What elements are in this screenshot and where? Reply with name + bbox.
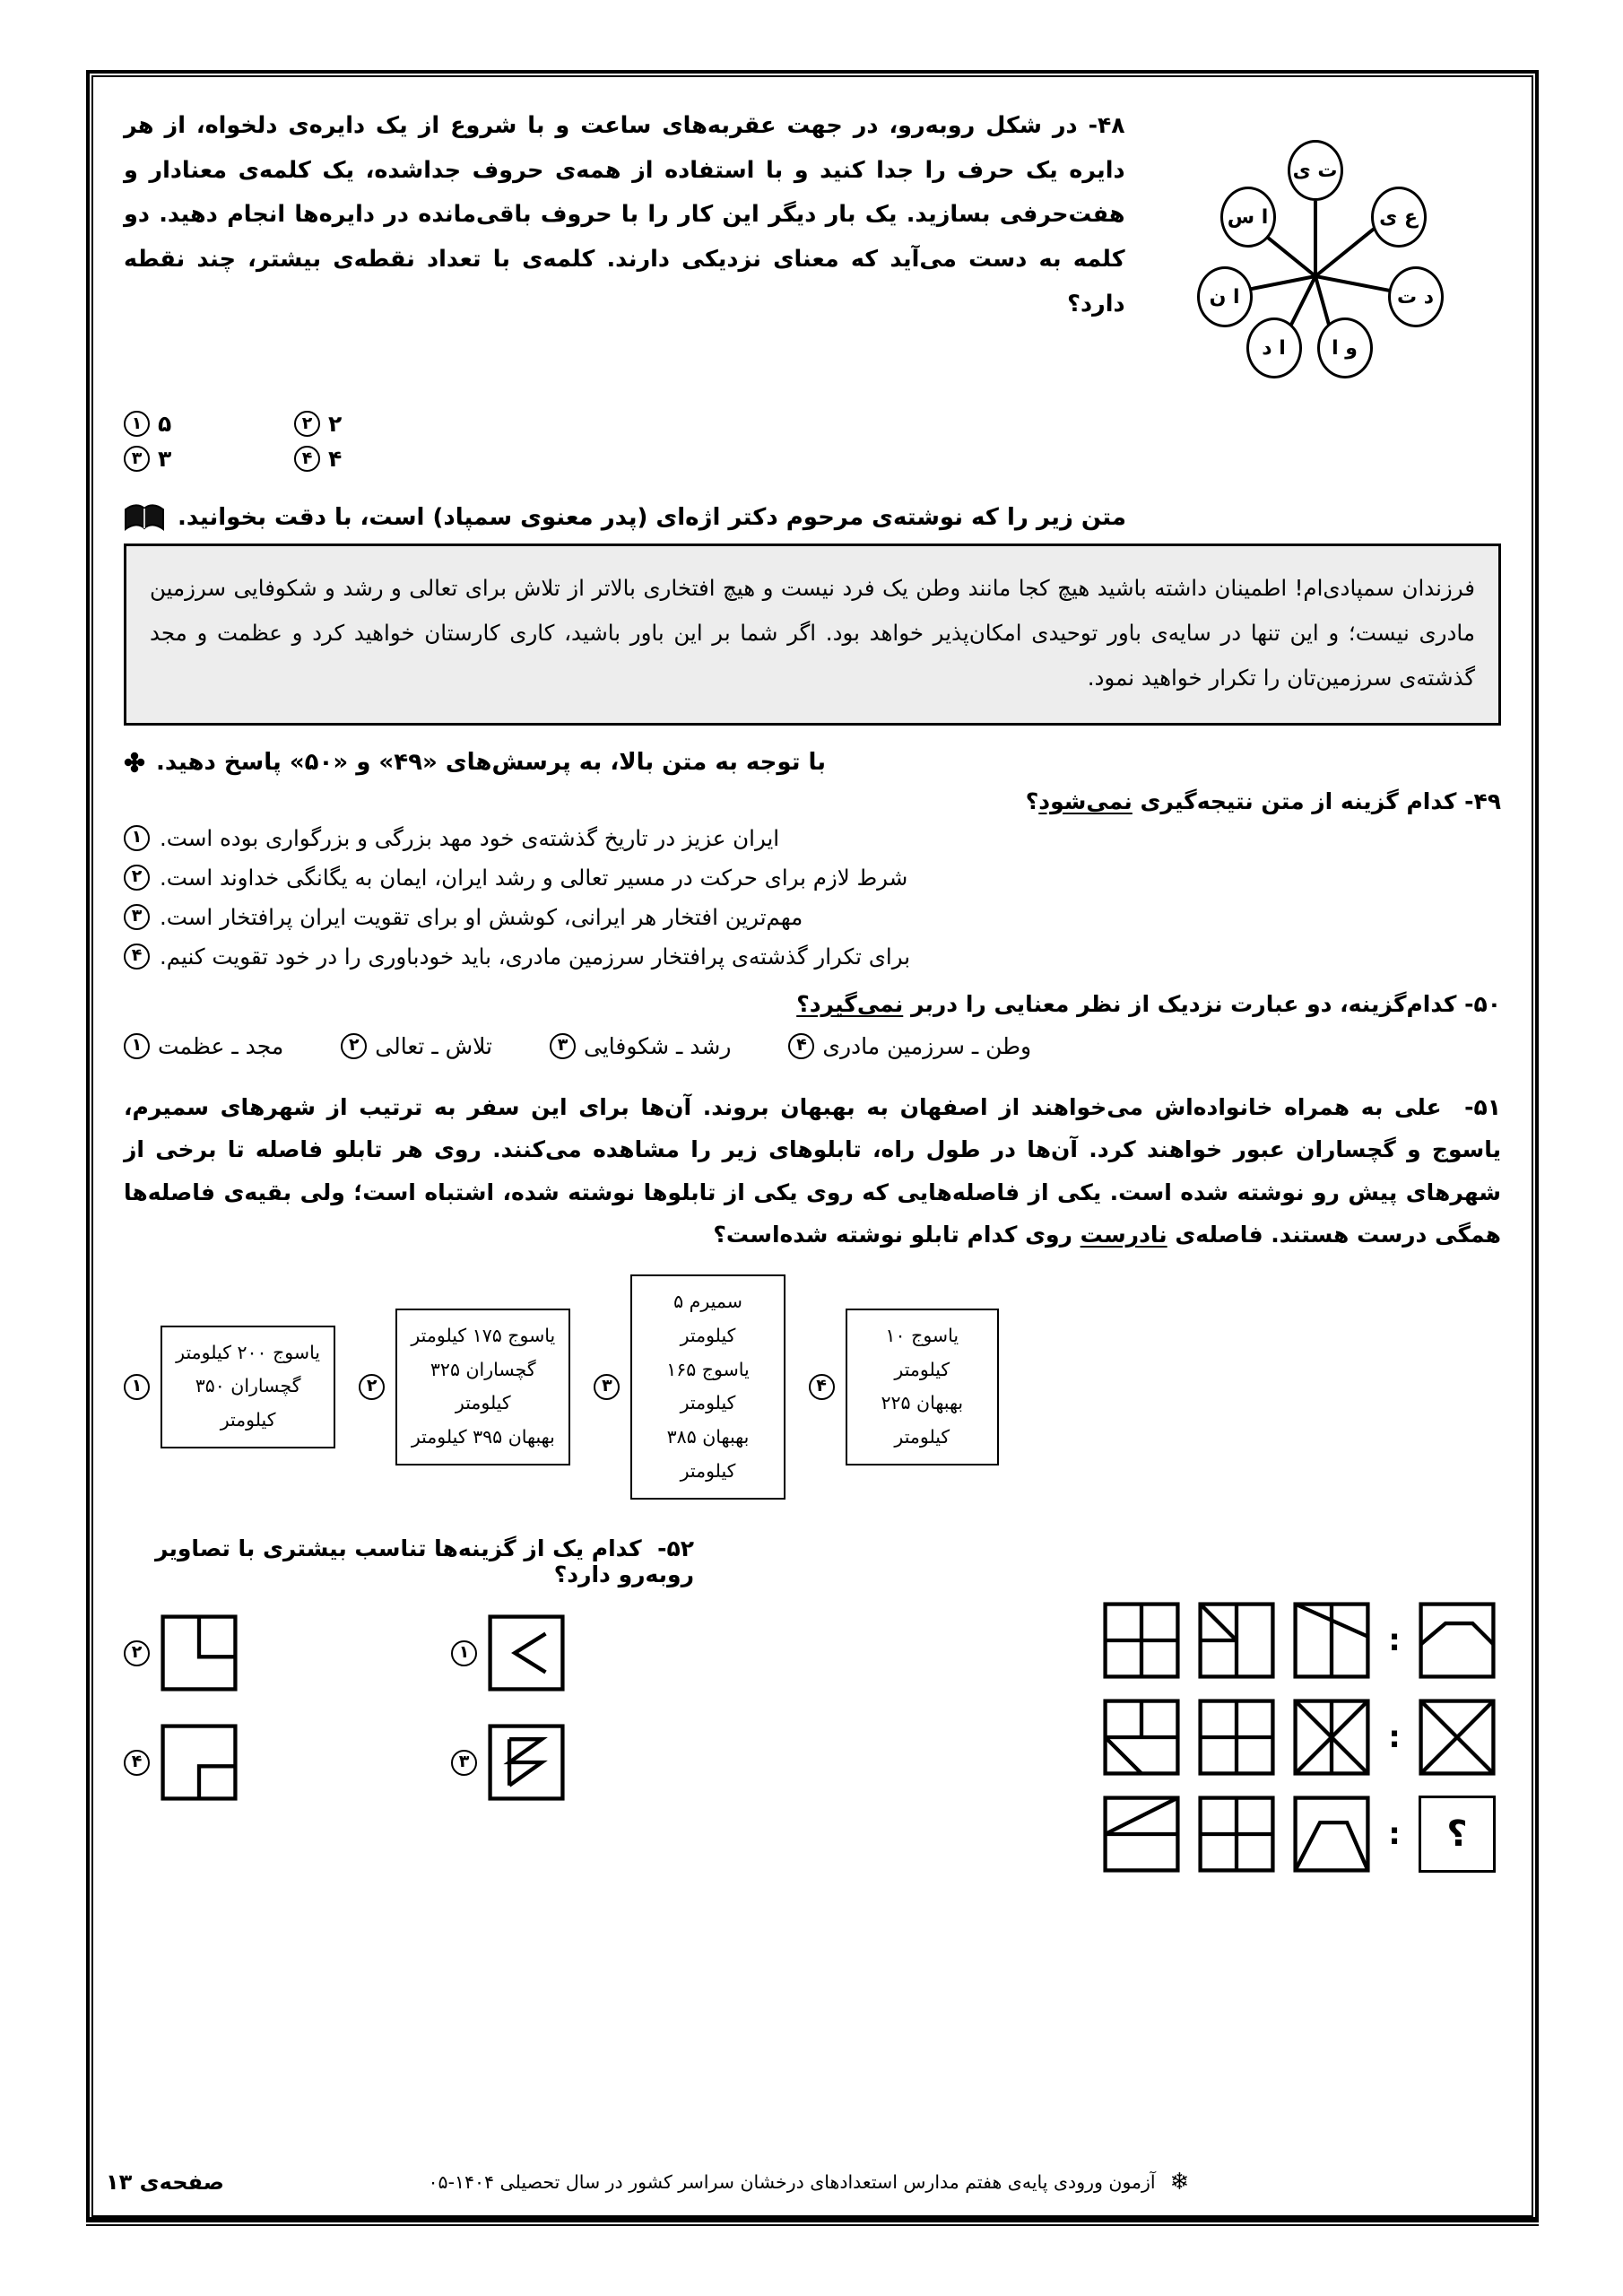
question-49-number: ۴۹-	[1464, 787, 1501, 814]
option-label: مجد ـ عظمت	[158, 1032, 284, 1059]
question-48-body: در شکل روبه‌رو، در جهت عقربه‌های ساعت و با شروع از یک دایره‌ی دلخواه، از هر دایره یک حرف را جدا کنید و با استفاده از همه‌ی حروف جداشده، یک کلمه‌ی معنادار و هفت‌حرفی بسازید. یک بار دیگر این کار را با حروف باقی‌مانده در دایره‌ها انجام دهید. دو کلمه به دست می‌آید که معنای نزدیکی دارند. کلمه‌ی با تعداد نقطه‌ی بیشتر، چند نقطه دارد؟	[124, 112, 1125, 317]
shape-option-2[interactable]	[124, 1614, 424, 1692]
option-label: رشد ـ شکوفایی	[584, 1032, 732, 1059]
question-52-number: ۵۲-	[657, 1535, 694, 1562]
question-48-options-row-2	[124, 446, 464, 472]
option-label: ۴	[328, 446, 343, 472]
question-49-text-before: کدام گزینه از متن نتیجه‌گیری	[1132, 787, 1457, 814]
option-number: ۳	[124, 446, 150, 472]
matrix-cell-1-1	[1103, 1602, 1180, 1679]
option-label: وطن ـ سرزمین مادری	[822, 1032, 1032, 1059]
footer-note-wrap	[429, 2169, 1190, 2196]
option-49-1[interactable]	[124, 825, 1419, 851]
question-52	[124, 1535, 1501, 1873]
matrix-row-2	[1103, 1699, 1496, 1776]
sign-board	[395, 1309, 570, 1466]
shape-option-1[interactable]	[451, 1614, 751, 1692]
matrix-cell-1-2	[1198, 1602, 1275, 1679]
option-number: ۲	[124, 865, 150, 891]
option-number: ۱	[124, 1374, 150, 1400]
sign-option-3[interactable]	[594, 1274, 785, 1500]
question-50-text-before: کدام‌گزینه، دو عبارت نزدیک از نظر معنایی را دربر	[903, 990, 1457, 1017]
matrix-cell-3-1	[1103, 1796, 1180, 1873]
option-50-1[interactable]	[124, 1033, 283, 1059]
option-number: ۴	[788, 1033, 814, 1059]
option-label: شرط لازم برای حرکت در مسیر تعالی و رشد ایران، ایمان به یگانگی خداوند است.	[160, 864, 908, 891]
question-49-underlined: نمی‌شود	[1038, 787, 1133, 814]
option-number: ۲	[341, 1033, 367, 1059]
book-icon	[124, 502, 165, 533]
sign-line: بهبهان ۳۹۵ کیلومتر	[411, 1426, 555, 1448]
circle-vav-alef: و ا	[1317, 317, 1373, 378]
option-number: ۴	[294, 446, 320, 472]
matrix-result-2	[1419, 1699, 1496, 1776]
question-51-text-part2: روی کدام تابلو نوشته شده‌است؟	[713, 1222, 1081, 1248]
question-51-underlined: نادرست	[1080, 1222, 1167, 1248]
circle-ta-ye: ت ی	[1288, 140, 1343, 201]
option-number: ۲	[124, 1640, 150, 1666]
page-footer	[86, 2169, 1539, 2196]
passage-heading	[124, 502, 1501, 533]
shape-option-4[interactable]	[124, 1724, 424, 1801]
sign-board	[846, 1309, 999, 1466]
question-50-stem	[124, 991, 1501, 1017]
question-51-stem	[124, 1086, 1501, 1257]
matrix-colon-2: :	[1388, 1718, 1401, 1755]
option-label: ۳	[158, 446, 172, 472]
shape-option-1-figure	[488, 1614, 565, 1692]
flower-icon	[124, 752, 145, 773]
sign-board	[630, 1274, 785, 1500]
option-50-3[interactable]	[550, 1033, 731, 1059]
question-52-options	[124, 1602, 751, 1801]
matrix-cell-2-2	[1198, 1699, 1275, 1776]
sign-board	[161, 1326, 335, 1449]
instruction-text: با توجه به متن بالا، به پرسش‌های «۴۹» و «۵۰» پاسخ دهید.	[156, 748, 827, 776]
shape-option-3-figure	[488, 1724, 565, 1801]
matrix-row-1	[1103, 1602, 1496, 1679]
question-52-body	[124, 1602, 1501, 1873]
passage-heading-text: متن زیر را که نوشته‌ی مرحوم دکتر اژه‌ای (پدر معنوی سمپاد) است، با دقت بخوانید.	[178, 504, 1126, 531]
question-51-number: ۵۱-	[1464, 1093, 1501, 1120]
circle-alef-dal: ا د	[1246, 317, 1302, 378]
sign-line: یاسوج ۱۰ کیلومتر	[885, 1324, 959, 1380]
sign-line: یاسوج ۱۷۵ کیلومتر	[411, 1324, 556, 1346]
matrix-row-3	[1103, 1796, 1496, 1873]
question-52-stem	[124, 1535, 1501, 1587]
circle-eyn-ye: ع ی	[1371, 187, 1427, 248]
question-50-number: ۵۰-	[1464, 990, 1501, 1017]
question-48	[124, 100, 1501, 405]
question-48-options-row-1	[124, 411, 464, 437]
question-49-options	[124, 825, 1501, 970]
sign-line: بهبهان ۳۸۵ کیلومتر	[666, 1426, 750, 1483]
matrix-cell-2-3	[1293, 1699, 1370, 1776]
footer-rule-bottom	[86, 2224, 1539, 2226]
passage-box	[124, 544, 1501, 726]
shape-option-4-figure	[161, 1724, 238, 1801]
circle-alef-sin: ا س	[1220, 187, 1276, 248]
page-content	[100, 84, 1524, 2208]
footer-rule-top	[86, 2217, 1539, 2221]
matrix-result-unknown: ؟	[1419, 1796, 1496, 1873]
option-label: ایران عزیز در تاریخ گذشته‌ی خود مهد بزرگی و بزرگواری بوده است.	[160, 824, 780, 851]
option-number: ۱	[124, 1033, 150, 1059]
option-49-4[interactable]	[124, 944, 1419, 970]
sign-option-2[interactable]	[359, 1309, 570, 1466]
instruction-line	[124, 749, 1501, 776]
sign-line: یاسوج ۲۰۰ کیلومتر	[176, 1341, 321, 1363]
circle-alef-noon: ا ن	[1197, 266, 1253, 327]
option-label: برای تکرار گذشته‌ی پرافتخار سرزمین مادری، باید خودباوری را در خود تقویت کنیم.	[160, 943, 911, 970]
option-number: ۱	[124, 825, 150, 851]
question-50	[124, 991, 1501, 1059]
question-48-number: ۴۸-	[1088, 112, 1125, 138]
sign-line: بهبهان ۲۲۵ کیلومتر	[881, 1392, 964, 1448]
question-49-text-after: ؟	[1025, 787, 1039, 814]
question-48-text	[124, 100, 1125, 327]
page-number: صفحه‌ی ۱۳	[106, 2170, 224, 2195]
option-number: ۲	[359, 1374, 385, 1400]
question-51-text-part1: علی به همراه خانواده‌اش می‌خواهند از اصفهان به بهبهان بروند. آن‌ها برای این سفر به ترتیب از شهرهای سمیرم، یاسوج و گچساران عبور خواهند کرد. آن‌ها در طول راه، تابلوهای زیر را مشاهده می‌کنند. روی هر تابلو فاصله تا برخی از شهرهای پیش رو نوشته شده است. یکی از فاصله‌هایی که روی یکی از تابلوها نوشته شده، اشتباه است؛ ولی بقیه‌ی فاصله‌ها همگی درست هستند. فاصله‌ی	[124, 1093, 1501, 1248]
footer-note: آزمون ورودی پایه‌ی هفتم مدارس استعدادهای درخشان سراسر کشور در سال تحصیلی ۱۴۰۴-۰۵	[428, 2171, 1156, 2193]
matrix-cell-3-3	[1293, 1796, 1370, 1873]
shape-option-2-figure	[161, 1614, 238, 1692]
option-48-1[interactable]	[124, 411, 294, 437]
option-48-3[interactable]	[124, 446, 294, 472]
question-50-options	[124, 1033, 1501, 1059]
option-label: تلاش ـ تعالی	[375, 1032, 492, 1059]
sign-line: گچساران ۳۵۰ کیلومتر	[195, 1375, 301, 1431]
circle-dal-ta: د ت	[1388, 266, 1444, 327]
sign-option-4[interactable]	[809, 1309, 999, 1466]
matrix-colon-1: :	[1388, 1622, 1401, 1658]
option-number: ۴	[809, 1374, 835, 1400]
option-label: مهم‌ترین افتخار هر ایرانی، کوشش او برای تقویت ایران پرافتخار است.	[160, 903, 803, 930]
question-51-signs	[124, 1274, 1501, 1500]
sign-line: گچساران ۳۲۵ کیلومتر	[430, 1358, 536, 1414]
matrix-cell-2-1	[1103, 1699, 1180, 1776]
option-number: ۱	[124, 411, 150, 437]
question-52-matrix	[787, 1602, 1496, 1873]
question-49-stem	[124, 788, 1501, 814]
option-48-2[interactable]	[294, 411, 464, 437]
passage-body: فرزندان سمپادی‌ام! اطمینان داشته باشید هیچ کجا مانند وطن یک فرد نیست و هیچ افتخاری بالاتر از تلاش برای تعالی و رشد و شکوفایی سرزمین مادری نیست؛ و این تنها در سایه‌ی باور توحیدی امکان‌پذیر خواهد بود. اگر شما بر این باور باشید، کاری کارستان خواهید کرد و عظمت و مجد گذشته‌ی سرزمین‌تان را تکرار خواهید نمود.	[150, 575, 1475, 691]
question-50-underlined: نمی‌گیرد؟	[796, 990, 904, 1017]
matrix-cell-3-2	[1198, 1796, 1275, 1873]
sign-line: سمیرم ۵ کیلومتر	[673, 1290, 742, 1346]
snowflake-icon: ❄	[1169, 2169, 1190, 2196]
sign-option-1[interactable]	[124, 1326, 335, 1449]
option-number: ۳	[124, 904, 150, 930]
option-label: ۲	[328, 411, 343, 437]
question-48-figure	[1125, 100, 1501, 405]
question-51	[124, 1086, 1501, 1500]
option-50-4[interactable]	[788, 1033, 1031, 1059]
option-number: ۳	[594, 1374, 620, 1400]
option-label: ۵	[158, 411, 172, 437]
sign-line: یاسوج ۱۶۵ کیلومتر	[666, 1358, 750, 1414]
option-49-2[interactable]	[124, 865, 1419, 891]
option-number: ۳	[451, 1750, 477, 1776]
option-number: ۱	[451, 1640, 477, 1666]
matrix-result-1	[1419, 1602, 1496, 1679]
matrix-cell-1-3	[1293, 1602, 1370, 1679]
question-52-text: کدام یک از گزینه‌ها تناسب بیشتری با تصاویر روبه‌رو دارد؟	[154, 1535, 694, 1588]
option-number: ۴	[124, 944, 150, 970]
option-number: ۴	[124, 1750, 150, 1776]
option-48-4[interactable]	[294, 446, 464, 472]
option-50-2[interactable]	[341, 1033, 492, 1059]
matrix-colon-3: :	[1388, 1815, 1401, 1852]
question-49	[124, 788, 1501, 970]
shape-option-3[interactable]	[451, 1724, 751, 1801]
option-49-3[interactable]	[124, 904, 1419, 930]
option-number: ۲	[294, 411, 320, 437]
option-number: ۳	[550, 1033, 576, 1059]
